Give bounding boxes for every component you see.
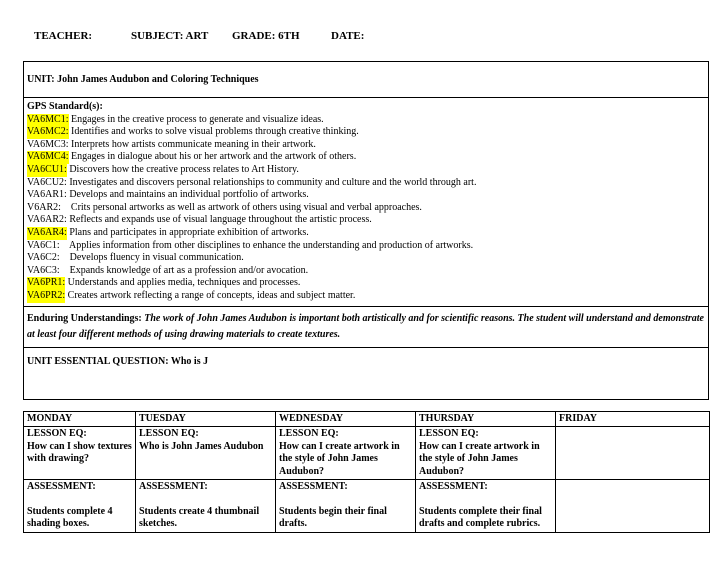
lesson-eq-cell: LESSON EQ: How can I create artwork in the style of John James Audubon? bbox=[276, 427, 416, 480]
standard-code: VA6CU2: bbox=[27, 176, 67, 188]
standard-code: VA6PR2: bbox=[27, 289, 66, 301]
standard-text: Identifies and works to solve visual problems through creative thinking. bbox=[68, 126, 359, 138]
gps-standard-line bbox=[27, 252, 705, 265]
standard-code: VA6MC4: bbox=[27, 151, 69, 163]
standard-text: Develops and maintains an individual portfolio of artworks. bbox=[66, 189, 309, 201]
gps-standard-line bbox=[27, 151, 705, 164]
unit-title: UNIT: John James Audubon and Coloring Techniques bbox=[24, 62, 709, 98]
standard-code: VA6AR4: bbox=[27, 226, 67, 238]
standard-code: VA6AR2: bbox=[27, 214, 67, 226]
standard-text: Reflects and expands use of visual language throughout the artistic process. bbox=[66, 214, 372, 226]
standard-code: VA6MC1: bbox=[27, 113, 69, 125]
lesson-eq-cell: LESSON EQ: How can I create artwork in the style of John James Audubon? bbox=[416, 427, 556, 480]
standard-text: Plans and participates in appropriate exhibition of artworks. bbox=[66, 226, 309, 238]
standard-code: VA6C3: bbox=[27, 264, 60, 276]
day-header: FRIDAY bbox=[556, 412, 710, 427]
standard-code: V6AR2: bbox=[27, 201, 61, 213]
lesson-eq-row bbox=[24, 427, 710, 480]
header-row bbox=[0, 30, 728, 44]
gps-standard-line bbox=[27, 114, 705, 127]
gps-standards-cell bbox=[24, 98, 709, 307]
gps-standard-line bbox=[27, 202, 705, 215]
lesson-eq-cell: LESSON EQ: How can I show textures with drawing? bbox=[24, 427, 136, 480]
standard-text: Expands knowledge of art as a profession and/or avocation. bbox=[59, 264, 309, 276]
standard-code: VA6PR1: bbox=[27, 277, 66, 289]
weekly-schedule-table bbox=[23, 411, 710, 533]
standard-code: VA6C2: bbox=[27, 252, 60, 264]
gps-standard-line bbox=[27, 290, 705, 303]
gps-standard-line bbox=[27, 214, 705, 227]
gps-standard-line bbox=[27, 164, 705, 177]
gps-standard-line bbox=[27, 240, 705, 253]
grade-label: GRADE: 6TH bbox=[232, 30, 300, 42]
gps-standards-list bbox=[27, 114, 705, 303]
gps-standard-line bbox=[27, 189, 705, 202]
assessment-cell bbox=[556, 480, 710, 533]
standard-code: VA6C1: bbox=[27, 239, 60, 251]
standard-text: Applies information from other disciplines to enhance the understanding and production of artworks. bbox=[59, 239, 474, 251]
standard-text: Engages in the creative process to generate and visualize ideas. bbox=[68, 113, 324, 125]
unit-plan-table bbox=[23, 61, 709, 400]
standard-text: Investigates and discovers personal relationships to community and culture and the world through art. bbox=[66, 176, 477, 188]
assessment-row bbox=[24, 480, 710, 533]
standard-text: Creates artwork reflecting a range of concepts, ideas and subject matter. bbox=[65, 289, 356, 301]
assessment-cell: ASSESSMENT: Students begin their final drafts. bbox=[276, 480, 416, 533]
lesson-eq-cell bbox=[556, 427, 710, 480]
standard-text: Interprets how artists communicate meaning in their artwork. bbox=[68, 138, 316, 150]
standard-text: Discovers how the creative process relates to Art History. bbox=[66, 163, 299, 175]
day-header: WEDNESDAY bbox=[276, 412, 416, 427]
gps-standard-line bbox=[27, 265, 705, 278]
gps-standard-line bbox=[27, 177, 705, 190]
enduring-text: The work of John James Audubon is important both artistically and for scientific reasons. The student will understand and demonstrate at least four different methods of using drawing materials to create textures. bbox=[27, 312, 704, 340]
standard-text: Develops fluency in visual communication. bbox=[59, 252, 244, 264]
gps-standard-line bbox=[27, 227, 705, 240]
standard-code: VA6CU1: bbox=[27, 163, 67, 175]
assessment-cell: ASSESSMENT: Students create 4 thumbnail sketches. bbox=[136, 480, 276, 533]
day-header: TUESDAY bbox=[136, 412, 276, 427]
standard-text: Understands and applies media, techniques and processes. bbox=[65, 277, 301, 289]
enduring-label: Enduring Understandings: bbox=[27, 312, 142, 324]
essential-question: UNIT ESSENTIAL QUESTION: Who is J bbox=[24, 347, 709, 399]
enduring-understandings bbox=[24, 306, 709, 347]
assessment-cell: ASSESSMENT: Students complete 4 shading boxes. bbox=[24, 480, 136, 533]
standard-text: Engages in dialogue about his or her artwork and the artwork of others. bbox=[68, 151, 357, 163]
gps-standard-line bbox=[27, 139, 705, 152]
day-header: THURSDAY bbox=[416, 412, 556, 427]
gps-standard-line bbox=[27, 126, 705, 139]
teacher-label: TEACHER: bbox=[34, 30, 93, 42]
subject-label: SUBJECT: ART bbox=[131, 30, 209, 42]
day-header: MONDAY bbox=[24, 412, 136, 427]
standard-code: VA6MC2: bbox=[27, 126, 69, 138]
lesson-eq-cell: LESSON EQ: Who is John James Audubon bbox=[136, 427, 276, 480]
assessment-cell: ASSESSMENT: Students complete their final drafts and complete rubrics. bbox=[416, 480, 556, 533]
gps-title: GPS Standard(s): bbox=[27, 101, 103, 112]
standard-text: Crits personal artworks as well as artwork of others using visual and verbal approaches. bbox=[60, 201, 422, 213]
standard-code: VA6AR1: bbox=[27, 189, 67, 201]
gps-standard-line bbox=[27, 277, 705, 290]
standard-code: VA6MC3: bbox=[27, 138, 69, 150]
date-label: DATE: bbox=[331, 30, 365, 42]
days-row bbox=[24, 412, 710, 427]
